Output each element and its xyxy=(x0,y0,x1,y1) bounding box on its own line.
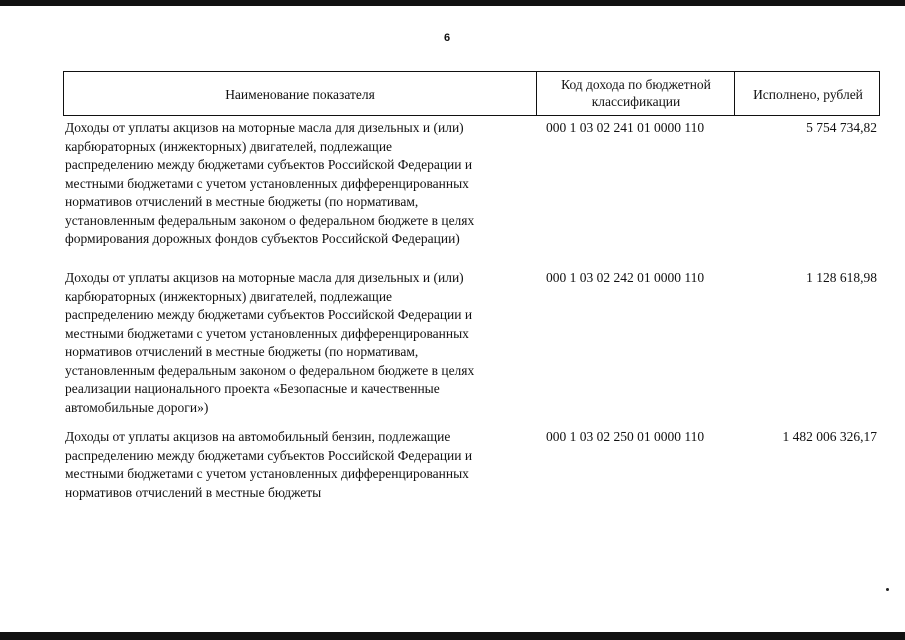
page-number: 6 xyxy=(444,32,451,44)
scan-border-bottom xyxy=(0,632,905,640)
header-name: Наименование показателя xyxy=(225,87,375,102)
row-name: Доходы от уплаты акцизов на моторные масла для дизельных и (или) карбюраторных (инжекторных) двигателей, подлежащие распределению между бюджетами субъектов Российской Федерации и местными бюджетами с учетом установленных дифференцированных нормативов отчислений в местные бюджеты (по нормативам, установленным федеральным законом о федеральном бюджете в целях формирования дорожных фондов субъектов Российской Федерации) xyxy=(65,120,475,246)
scan-speck xyxy=(886,588,889,591)
row-amount: 5 754 734,82 xyxy=(806,120,877,135)
row-code: 000 1 03 02 242 01 0000 110 xyxy=(546,270,705,285)
column-divider xyxy=(536,72,537,115)
header-amount: Исполнено, рублей xyxy=(753,87,863,102)
table-header xyxy=(63,71,880,116)
row-code: 000 1 03 02 241 01 0000 110 xyxy=(546,120,705,135)
row-amount: 1 128 618,98 xyxy=(806,270,877,285)
scan-border-top xyxy=(0,0,905,6)
row-name: Доходы от уплаты акцизов на моторные масла для дизельных и (или) карбюраторных (инжекторных) двигателей, подлежащие распределению между бюджетами субъектов Российской Федерации и местными бюджетами с учетом установленных дифференцированных нормативов отчислений в местные бюджеты (по нормативам, установленным федеральным законом о федеральном бюджете в целях реализации национального проекта «Безопасные и качественные автомобильные дороги») xyxy=(65,270,475,415)
column-divider xyxy=(734,72,735,115)
row-code: 000 1 03 02 250 01 0000 110 xyxy=(546,429,705,444)
row-name: Доходы от уплаты акцизов на автомобильный бензин, подлежащие распределению между бюджетами субъектов Российской Федерации и местными бюджетами с учетом установленных дифференцированных нормативов отчислений в местные бюджеты xyxy=(65,429,473,500)
header-code: Код дохода по бюджетной классификации xyxy=(561,77,711,109)
row-amount: 1 482 006 326,17 xyxy=(782,429,877,444)
